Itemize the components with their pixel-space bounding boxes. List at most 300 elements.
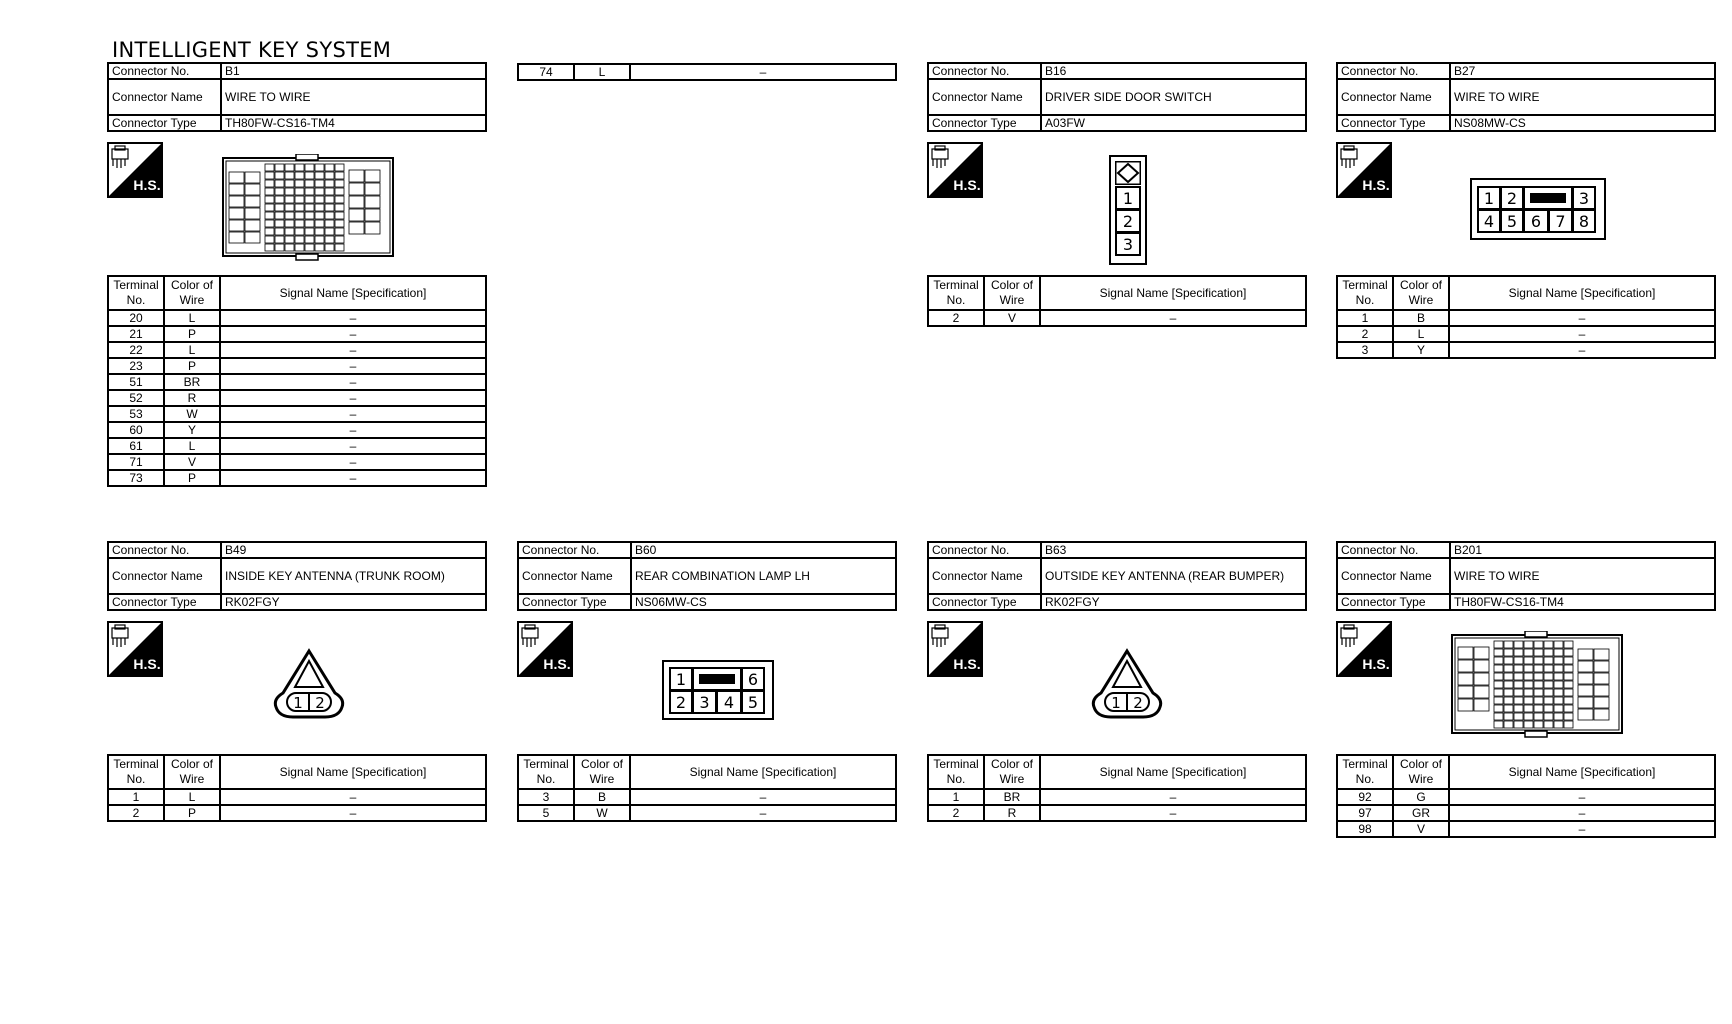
table-row [928, 805, 1306, 821]
pin-cavity [1494, 641, 1503, 648]
pin-cavity [1504, 689, 1513, 696]
wire-color-cell: B [1393, 310, 1449, 326]
table-row [108, 805, 486, 821]
terminal-cell: 2 [1337, 326, 1393, 342]
pin-cavity [315, 188, 324, 195]
pin-cavity [295, 236, 304, 243]
label-connector-name: Connector Name [1337, 79, 1450, 115]
pin-cavity [229, 172, 244, 183]
signal-cell: – [220, 422, 486, 438]
continuation-row [517, 63, 897, 81]
pin-cavity [305, 188, 314, 195]
pin-cavity [1458, 686, 1473, 698]
pin-cavity [1494, 697, 1503, 704]
pin-cavity [295, 172, 304, 179]
label-connector-type: Connector Type [928, 594, 1041, 610]
connector-type: RK02FGY [1041, 594, 1306, 610]
pin-cavity [265, 236, 274, 243]
terminal-cell: 21 [108, 326, 164, 342]
wire-color-cell: P [164, 358, 220, 374]
connector-face-80pin [1450, 631, 1626, 739]
locking-tab [692, 667, 742, 691]
connector-panel-b1 [107, 62, 487, 485]
pin-cavity [325, 196, 334, 203]
table-row [108, 789, 486, 805]
pin-cavity [305, 220, 314, 227]
pin-cavity [335, 212, 344, 219]
connector-panel-b49 [107, 541, 487, 820]
terminal-cell: 3 [1337, 342, 1393, 358]
terminal-cell: 1 [108, 789, 164, 805]
pin-cavity [1504, 657, 1513, 664]
pin-cavity [1534, 657, 1543, 664]
table-row [108, 310, 486, 326]
pin-1: 1 [293, 694, 303, 712]
pin-cavity [1504, 705, 1513, 712]
signal-cell: – [220, 342, 486, 358]
pin-cavity [315, 172, 324, 179]
wire-color-cell: L [164, 789, 220, 805]
col-terminal-no: Terminal No. [928, 755, 984, 789]
wire-color-cell: L [164, 342, 220, 358]
label-connector-no: Connector No. [1337, 63, 1450, 79]
pin-1: 1 [1111, 694, 1121, 712]
signal-cell: – [220, 805, 486, 821]
pin-cavity [335, 180, 344, 187]
pin-cavity [1564, 673, 1573, 680]
pin-cavity [315, 220, 324, 227]
pin-cavity [265, 204, 274, 211]
pin-cavity [1494, 665, 1503, 672]
pin-cavity [285, 180, 294, 187]
pin-3: 3 [1572, 186, 1596, 210]
pin-cavity [349, 170, 364, 182]
pin-cavity [1544, 697, 1553, 704]
pin-cavity [1474, 686, 1489, 698]
pin-cavity [1564, 665, 1573, 672]
pin-cavity [1494, 689, 1503, 696]
signal-cell: – [220, 789, 486, 805]
table-row [1337, 805, 1715, 821]
col-signal-name: Signal Name [Specification] [220, 755, 486, 789]
table-row [928, 789, 1306, 805]
pin-cavity [1554, 721, 1563, 728]
table-row [1337, 326, 1715, 342]
signal-cell: – [220, 326, 486, 342]
col-color-of-wire: Color of Wire [1393, 755, 1449, 789]
pin-cavity [325, 220, 334, 227]
pin-cavity [265, 172, 274, 179]
table-row [1337, 821, 1715, 837]
pin-cavity [285, 236, 294, 243]
pin-cavity [295, 204, 304, 211]
pin-cavity [285, 244, 294, 251]
pin-cavity [1524, 697, 1533, 704]
pin-cavity [315, 204, 324, 211]
pin-cavity [1514, 657, 1523, 664]
pin-3: 3 [692, 690, 717, 714]
table-row [108, 342, 486, 358]
signal-cell: – [1449, 789, 1715, 805]
pin-6: 6 [1523, 209, 1549, 233]
pin-cavity [1554, 665, 1563, 672]
pin-cavity [315, 164, 324, 171]
pin-cavity [325, 228, 334, 235]
pin-cavity [275, 228, 284, 235]
col-color-of-wire: Color of Wire [984, 276, 1040, 310]
pin-2: 2 [1115, 209, 1141, 233]
label-connector-no: Connector No. [518, 542, 631, 558]
label-connector-name: Connector Name [518, 558, 631, 594]
pin-cavity [1578, 697, 1593, 708]
pin-cavity [349, 196, 364, 208]
wire-color-cell: BR [984, 789, 1040, 805]
pin-cavity [1564, 705, 1573, 712]
pin-cavity [1504, 681, 1513, 688]
col-terminal-no: Terminal No. [108, 755, 164, 789]
pin-cavity [285, 172, 294, 179]
col-color-of-wire: Color of Wire [574, 755, 630, 789]
pin-cavity [1534, 713, 1543, 720]
pin-cavity [305, 196, 314, 203]
pin-cavity [365, 170, 380, 182]
connector-no: B63 [1041, 542, 1306, 558]
pin-4: 4 [1477, 209, 1501, 233]
table-row [108, 390, 486, 406]
col-terminal-no: Terminal No. [1337, 755, 1393, 789]
connector-panel-b16 [927, 62, 1307, 325]
wire-color-cell: GR [1393, 805, 1449, 821]
pin-7: 7 [1548, 209, 1573, 233]
col-signal-name: Signal Name [Specification] [220, 276, 486, 310]
pin-cavity [305, 212, 314, 219]
pin-cavity [1524, 641, 1533, 648]
pin-cavity [1534, 697, 1543, 704]
pin-cavity [325, 236, 334, 243]
pin-cavity [1564, 697, 1573, 704]
pin-cavity [1524, 721, 1533, 728]
pin-cavity [265, 212, 274, 219]
col-terminal-no: Terminal No. [108, 276, 164, 310]
pin-6: 6 [741, 667, 765, 691]
pin-cavity [1594, 649, 1609, 660]
pin-cavity [1504, 713, 1513, 720]
pin-cavity [325, 172, 334, 179]
pin-cavity [1534, 689, 1543, 696]
pin-cavity [265, 244, 274, 251]
connector-face-2pin-triangle [1087, 647, 1167, 721]
connector-no: B49 [221, 542, 486, 558]
pin-cavity [285, 188, 294, 195]
pin-cavity [285, 204, 294, 211]
pin-cavity [1564, 721, 1573, 728]
wire-color-cell: L [164, 438, 220, 454]
signal-cell: – [220, 438, 486, 454]
pin-cavity [1458, 699, 1473, 711]
pin-cavity [1504, 721, 1513, 728]
pin-cavity [1544, 673, 1553, 680]
pin-cavity [1494, 673, 1503, 680]
terminal-cell: 61 [108, 438, 164, 454]
pin-cavity [1554, 713, 1563, 720]
pin-cavity [1578, 685, 1593, 696]
pin-cavity [275, 204, 284, 211]
pin-cavity [349, 209, 364, 221]
hs-label: H.S. [543, 656, 571, 672]
label-connector-name: Connector Name [928, 79, 1041, 115]
pin-cavity [1494, 649, 1503, 656]
pin-cavity [1578, 709, 1593, 720]
terminal-cell: 5 [518, 805, 574, 821]
label-connector-no: Connector No. [1337, 542, 1450, 558]
label-connector-name: Connector Name [108, 79, 221, 115]
signal-cell: – [220, 470, 486, 486]
pin-cavity [1514, 681, 1523, 688]
harness-side-icon [107, 142, 163, 198]
terminal-cell: 23 [108, 358, 164, 374]
terminal-cell: 1 [928, 789, 984, 805]
hs-label: H.S. [1362, 656, 1390, 672]
connector-name: INSIDE KEY ANTENNA (TRUNK ROOM) [221, 558, 486, 594]
pin-cavity [1554, 689, 1563, 696]
pin-cavity [1514, 649, 1523, 656]
pin-2: 2 [315, 694, 325, 712]
pin-cavity [275, 196, 284, 203]
pin-cavity [1514, 665, 1523, 672]
signal-cell: – [630, 789, 896, 805]
connector-panel-b63 [927, 541, 1307, 820]
pin-table [927, 275, 1307, 327]
label-connector-type: Connector Type [1337, 594, 1450, 610]
pin-cavity [315, 244, 324, 251]
pin-cavity [335, 188, 344, 195]
terminal-cell: 22 [108, 342, 164, 358]
pin-cavity [1594, 661, 1609, 672]
page-title: INTELLIGENT KEY SYSTEM [112, 38, 392, 62]
pin-cavity [1564, 657, 1573, 664]
terminal-cell: 73 [108, 470, 164, 486]
pin-cavity [295, 228, 304, 235]
table-row [108, 454, 486, 470]
col-color-of-wire: Color of Wire [984, 755, 1040, 789]
pin-1: 1 [669, 667, 693, 691]
pin-cavity [1474, 699, 1489, 711]
harness-side-icon [927, 142, 983, 198]
col-signal-name: Signal Name [Specification] [1449, 755, 1715, 789]
terminal-cell: 52 [108, 390, 164, 406]
wire-color-cell: V [984, 310, 1040, 326]
pin-cavity [1494, 657, 1503, 664]
connector-name: WIRE TO WIRE [221, 79, 486, 115]
wire-color-cell: R [164, 390, 220, 406]
label-connector-type: Connector Type [518, 594, 631, 610]
pin-cavity [1544, 713, 1553, 720]
pin-cavity [265, 196, 274, 203]
col-terminal-no: Terminal No. [928, 276, 984, 310]
wire-color-cell: V [1393, 821, 1449, 837]
pin-cavity [1504, 697, 1513, 704]
wire-color-cell: W [574, 805, 630, 821]
col-terminal-no: Terminal No. [1337, 276, 1393, 310]
connector-type: TH80FW-CS16-TM4 [221, 115, 486, 131]
pin-table [107, 754, 487, 822]
terminal-cell: 98 [1337, 821, 1393, 837]
connector-no: B1 [221, 63, 486, 79]
connector-header [927, 541, 1307, 611]
connector-name: WIRE TO WIRE [1450, 558, 1715, 594]
connector-panel-b201 [1336, 541, 1716, 836]
signal-cell: – [1449, 821, 1715, 837]
pin-cavity [305, 244, 314, 251]
wire-color-cell: Y [1393, 342, 1449, 358]
pin-cavity [1474, 673, 1489, 685]
pin-cavity [245, 196, 260, 207]
pin-cavity [1594, 697, 1609, 708]
wire-color-cell: W [164, 406, 220, 422]
pin-cavity [1554, 681, 1563, 688]
pin-cavity [275, 244, 284, 251]
connector-name: DRIVER SIDE DOOR SWITCH [1041, 79, 1306, 115]
pin-cavity [245, 232, 260, 243]
wire-color-cell: P [164, 805, 220, 821]
pin-cavity [285, 212, 294, 219]
cont-terminal: 74 [518, 64, 574, 80]
pin-cavity [1494, 713, 1503, 720]
label-connector-no: Connector No. [928, 542, 1041, 558]
locking-tab [1523, 186, 1573, 210]
pin-cavity [1554, 649, 1563, 656]
terminal-cell: 3 [518, 789, 574, 805]
pin-cavity [229, 220, 244, 231]
terminal-cell: 2 [928, 310, 984, 326]
pin-cavity [335, 172, 344, 179]
pin-cavity [245, 184, 260, 195]
pin-cavity [1544, 721, 1553, 728]
table-row [1337, 789, 1715, 805]
pin-2: 2 [1133, 694, 1143, 712]
pin-cavity [1534, 665, 1543, 672]
wire-color-cell: Y [164, 422, 220, 438]
wire-color-cell: G [1393, 789, 1449, 805]
pin-cavity [1524, 649, 1533, 656]
pin-cavity [325, 204, 334, 211]
pin-cavity [1544, 681, 1553, 688]
pin-cavity [335, 244, 344, 251]
pin-cavity [295, 188, 304, 195]
pin-cavity [1504, 673, 1513, 680]
pin-2: 2 [669, 690, 693, 714]
pin-cavity [1458, 647, 1473, 659]
pin-cavity [265, 188, 274, 195]
pin-cavity [285, 228, 294, 235]
pin-cavity [335, 204, 344, 211]
pin-cavity [1524, 673, 1533, 680]
hs-label: H.S. [1362, 177, 1390, 193]
pin-cavity [1534, 705, 1543, 712]
label-connector-no: Connector No. [928, 63, 1041, 79]
pin-cavity [1594, 709, 1609, 720]
label-connector-name: Connector Name [928, 558, 1041, 594]
pin-cavity [1554, 705, 1563, 712]
pin-cavity [1578, 661, 1593, 672]
connector-header [1336, 62, 1716, 132]
pin-cavity [1474, 660, 1489, 672]
pin-1: 1 [1477, 186, 1501, 210]
key-diamond-icon [1115, 161, 1141, 185]
signal-cell: – [1449, 805, 1715, 821]
label-connector-type: Connector Type [1337, 115, 1450, 131]
hs-label: H.S. [953, 177, 981, 193]
harness-side-icon [517, 621, 573, 677]
pin-cavity [1524, 681, 1533, 688]
pin-cavity [1554, 657, 1563, 664]
pin-cavity [1514, 705, 1523, 712]
pin-cavity [265, 164, 274, 171]
pin-cavity [1514, 641, 1523, 648]
pin-cavity [295, 244, 304, 251]
hs-label: H.S. [133, 177, 161, 193]
wire-color-cell: B [574, 789, 630, 805]
pin-cavity [335, 164, 344, 171]
table-row [108, 470, 486, 486]
pin-cavity [335, 236, 344, 243]
pin-cavity [1514, 721, 1523, 728]
connector-type: RK02FGY [221, 594, 486, 610]
pin-table [107, 275, 487, 487]
terminal-cell: 1 [1337, 310, 1393, 326]
connector-panel-b27 [1336, 62, 1716, 357]
signal-cell: – [220, 406, 486, 422]
pin-cavity [275, 220, 284, 227]
connector-header [107, 541, 487, 611]
pin-cavity [229, 208, 244, 219]
pin-cavity [1554, 641, 1563, 648]
table-row [518, 805, 896, 821]
pin-table [927, 754, 1307, 822]
pin-cavity [305, 228, 314, 235]
pin-cavity [1534, 721, 1543, 728]
terminal-cell: 92 [1337, 789, 1393, 805]
hs-label: H.S. [953, 656, 981, 672]
connector-no: B16 [1041, 63, 1306, 79]
pin-cavity [1564, 641, 1573, 648]
connector-no: B60 [631, 542, 896, 558]
pin-cavity [295, 212, 304, 219]
pin-cavity [325, 212, 334, 219]
pin-cavity [1524, 705, 1533, 712]
signal-cell: – [1449, 310, 1715, 326]
label-connector-no: Connector No. [108, 63, 221, 79]
table-row [108, 358, 486, 374]
connector-header [927, 62, 1307, 132]
connector-name: OUTSIDE KEY ANTENNA (REAR BUMPER) [1041, 558, 1306, 594]
pin-cavity [275, 172, 284, 179]
connector-type: NS08MW-CS [1450, 115, 1715, 131]
harness-side-icon [107, 621, 163, 677]
pin-3: 3 [1115, 232, 1141, 256]
pin-cavity [1578, 649, 1593, 660]
pin-1: 1 [1115, 186, 1141, 210]
connector-name: WIRE TO WIRE [1450, 79, 1715, 115]
pin-cavity [365, 209, 380, 221]
pin-cavity [1554, 673, 1563, 680]
pin-cavity [1494, 721, 1503, 728]
terminal-cell: 53 [108, 406, 164, 422]
harness-side-icon [927, 621, 983, 677]
pin-table [1336, 754, 1716, 838]
harness-side-icon [1336, 142, 1392, 198]
pin-cavity [335, 220, 344, 227]
